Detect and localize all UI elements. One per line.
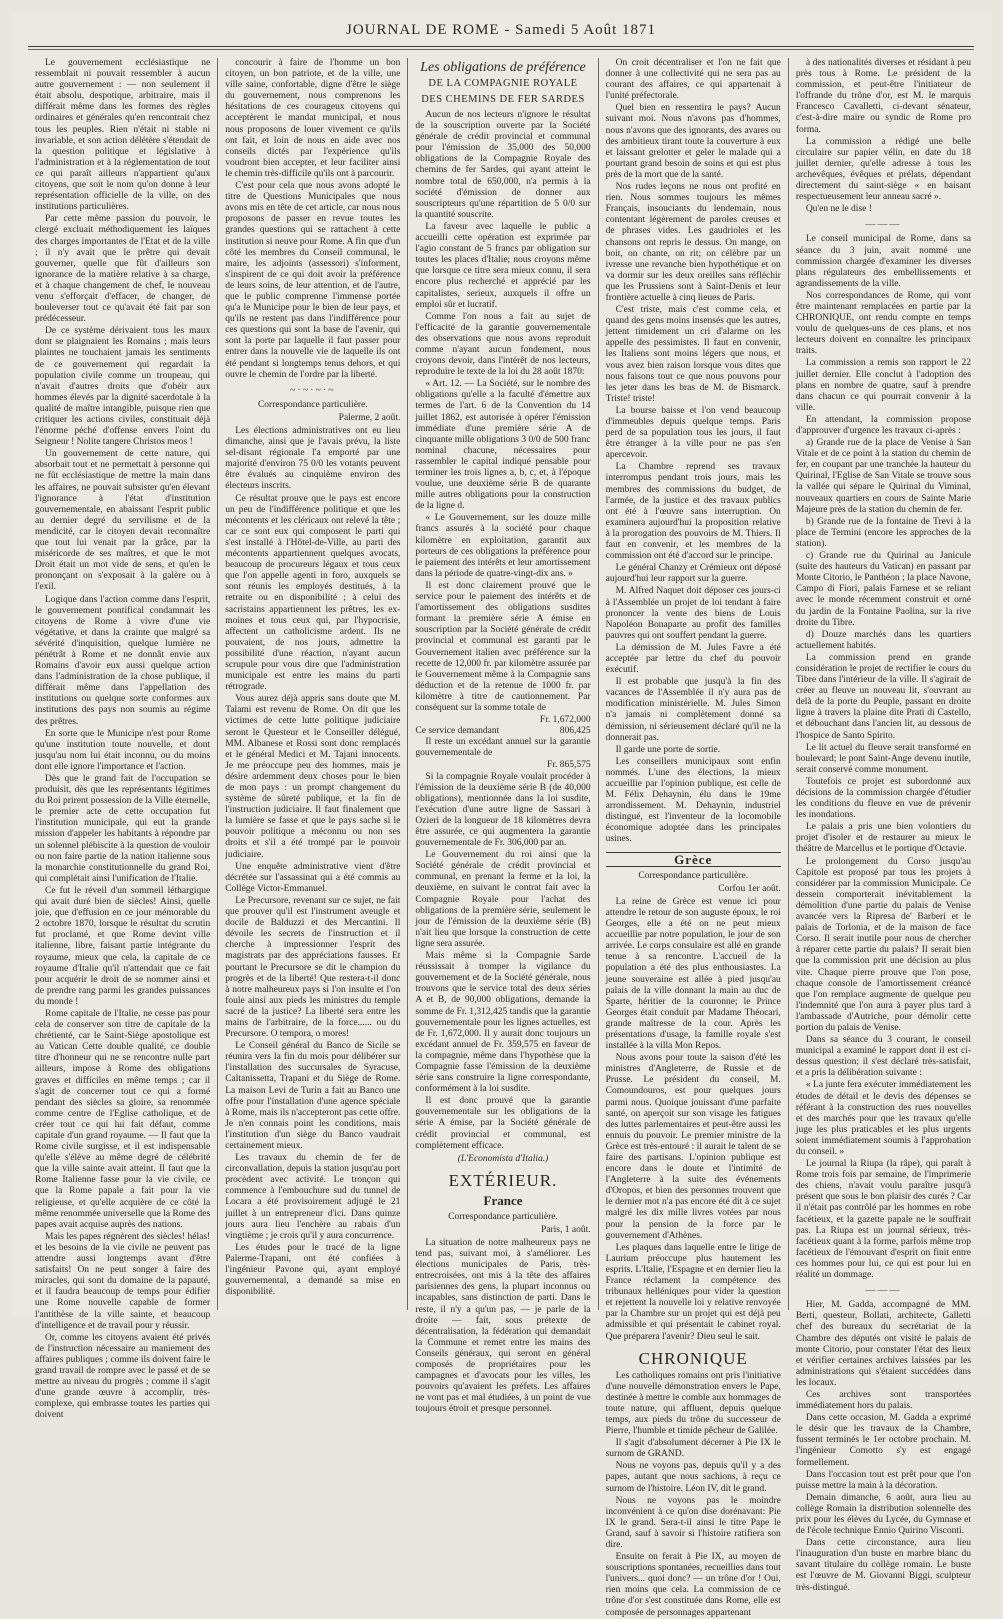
column-3	[408, 58, 598, 1415]
paragraph: b) Grande rue de la fontaine de Trevi à la place de Termini (encore les approches de la station).	[795, 516, 972, 549]
column-5	[789, 58, 978, 1593]
paragraph: c) Grande rue du Quirinal au Janicule (suite des hauteurs du Vatican) en passant par Monte Citorio, le Panthéon ; la place Navone, Campo di Fiori, palais Farnese et se reliant avec le monde récemment construit et orné du jardin de la Fontaine Paolina, sur la rive droite du Tibre.	[795, 551, 972, 628]
paragraph: Dans cette circonstance, aura lieu l'inauguration d'un buste en marbre blanc du savant titulaire du collège romain. Le buste est l'œuvre de M. Giovanni Biggi, sculpteur très-distingué.	[795, 1538, 972, 1593]
paragraph: La bourse baisse et l'on vend beaucoup d'immeubles depuis quelque temps. Paris perd de sa population tous les jours, il faut être étranger à la ville pour ne pas s'en apercevoir.	[605, 405, 781, 461]
paragraph: Logique dans l'action comme dans l'esprit, le gouvernement pontifical condamnait les citoyens de Rome à vivre d'une vie végétative, et dans la crainte que malgré sa sévérité d'inquisition, quelque lumière ne pénétrât à Rome et ne donnât envie aux Romains d'avoir eux aussi quelque action dans l'administration de la chose publique, il différait même dans l'appellation des institutions ou quelque sorte conformes aux institutions des pays non soumis au régime des prêtres.	[35, 594, 211, 727]
paragraph: De ce système dérivaient tous les maux dont se plaignaient les Romains ; mais leurs plaintes ne touchaient jamais les sentiments de ce gouvernement qui regardait la population civile comme un troupeau, qui n'avait d'autres droits que d'obéir aux hommes élevés par la dignité sacerdotale à la qualité de maître intangible, puisque rien que critiquer les actions civiles, constituait déjà l'énorme péché d'offense envers l'oint du Seigneur ! Nolite tangere Christos meos !	[35, 326, 211, 448]
masthead-title: JOURNAL DE ROME - Samedi 5 Août 1871	[345, 22, 657, 38]
paragraph: Comme l'on nous a fait au sujet de l'efficacité de la garantie gouvernementale des observations que nous avons reproduit comme n'ayant aucun fondement, nous croyons devoir, dans l'intérêt de nos lecteurs, reproduire le texte de la loi du 28 août 1870:	[415, 311, 591, 378]
columns	[28, 58, 978, 1618]
dateline: Corfou 1er août.	[718, 883, 781, 894]
paragraph: Si la compagnie Royale voulait procéder à l'émission de la deuxième série B (de 40,000 obligations), mentionnée dans la loi susdite, l'exécution d'une autre ligne de Sassari à Ozieri de la longueur de 18 kilomètres devra être assurée, ce qui augmentera la garantie gouvernementale de Fr. 306,000 par an.	[415, 771, 591, 849]
sum-label: Fr.	[547, 760, 558, 771]
paragraph: Les plaques dans laquelle entre le litige de Laurium préoccupe plus hautement les esprits. L'Italie, l'Espagne et en dernier lieu la France réclament la compétence des tribunaux helléniques pour vider la question et rejettent la nouvelle loi y relative renvoyée par la Chambre sur un projet qui est déjà peu admissible et qui présentait le cabinet royal. Que préparera l'avenir? Dieu seul le sait.	[605, 1242, 781, 1342]
article-title: Les obligations de préférence	[420, 60, 586, 75]
sum-line	[415, 715, 590, 726]
paragraph: Nous ne voyons pas, depuis qu'il y a des papes, autant que nous sachions, à reçu ce surnom de l'histoire. Léon IV, dit le grand.	[605, 1461, 781, 1494]
paragraph: Il reste un excédant annuel sur la garantie gouvernementale de	[415, 737, 591, 759]
sum-label: Fr.	[539, 715, 551, 726]
paragraph: Il est probable que jusqu'à la fin des vacances de l'Assemblée il n'y aura pas de modification ministérielle. M. Jules Simon n'a jamais ni complètement donné sa démission, ni sérieusement déclaré qu'il ne la donnerait pas.	[605, 677, 781, 743]
paragraph: d) Douze marchés dans les quartiers actuellement habités.	[795, 629, 972, 651]
paragraph: Il est donc clairement prouvé que le service pour le paiement des intérêts et de l'amortissement des obligations susdites formant la première série A émise en souscription par la Société générale de crédit provincial et communal est garanti par le Gouvernement italien avec préférence sur la recette de 12,000 fr. par kilomètre assurée par le Gouvernement même à la Compagnie sans déduction et de la retenue de 1000 fr. par kilomètre à titre de cautionnement. Par conséquent sur la somme totale de	[415, 580, 591, 713]
paragraph: La commission a rédigé une belle circulaire sur papier vélin, en date du 18 juillet dernier, qu'elle adresse à tous les archevêques, évêques et prélats, dépendant directement du saint-siège « en baisant respectueusement leur anneau sacré ».	[795, 136, 972, 203]
paragraph: Nos rudes leçons ne nous ont profité en rien. Nous sommes toujours les mêmes Français, insouciants du lendemain, nous contentant légèrement de paroles creuses et de phrases vides. Les gaudrioles et les chansons ont repris le dessus. On mange, on boit, on chante, on rit; on célèbre par un ivresse une revanche bien hypothétique et on va dormir sur les deux oreilles sans réfléchir que les Prussiens sont à Saint-Denis et leur frontière actuelle à cinq lieues de Paris.	[605, 182, 781, 303]
paragraph: La démission de M. Jules Favre a été acceptée par lettre du chef du pouvoir exécutif.	[605, 642, 781, 676]
sum-line	[415, 760, 590, 771]
paragraph: concourir à faire de l'homme un bon citoyen, un bon patriote, et de la ville, une ville saine, confortable, digne d'être le siège du gouvernement, nous comprenons les hésitations de ces courageux citoyens qui acceptèrent le mandat municipal, et nous nous proposons de louer vivement ce qu'ils ont fait, et loin de nous en aide avec nos conseils dictés par l'expérience qu'ils voudront bien accepter, et leur faciliter ainsi le chemin très-difficile qu'ils ont à parcourir.	[225, 58, 401, 179]
paragraph: Aucun de nos lecteurs n'ignore le résultat de la souscription ouverte par la Société générale de crédit provincial et communal pour l'émission de 35,000 des 50,000 obligations de la Compagnie Royale des chemins de fer Sardes, qui ayant atteint le nombre total de 650,000, n'a permis à la société d'émission de donner aux souscripteurs qu'une répartition de 5 0/0 sur la quantité souscrite.	[415, 110, 591, 220]
column-2	[218, 58, 408, 1310]
paragraph: a) Grande rue de la place de Venise à San Vitale et de ce point à la station du chemin de fer, en coupant par une tranchée la hauteur du Quirinal, l'Eglise de San Vitale se trouve sous la vallée qui sépare le Quirinal du Viminal, nouveaux quartiers en cours de Sainte Marie Majeure près de la station du chemin de fer.	[795, 438, 972, 515]
correspondence-label: Correspondance particulière.	[257, 399, 368, 410]
section-title-france: France	[483, 1192, 523, 1208]
ornament-divider: ———	[865, 219, 902, 231]
paragraph: Toutefois ce projet est subordonné aux décisions de la commission chargée d'étudier les conditions du fleuve en vue de prévenir les inondations.	[795, 776, 972, 821]
dateline: Paris, 1 août.	[541, 1224, 591, 1235]
paragraph: La faveur avec laquelle le public a accueilli cette opération est exprimée par l'agio constant de 5 francs par obligation sur toutes les places d'Italie; nous croyons même que lorsque ce titre sera mieux connu, il sera encore plus recherché et apprécié par les capitalistes, serieux, auxquels il offre un emploi sûr et lucratif.	[415, 221, 591, 310]
paragraph: Demain dimanche, 6 août, aura lieu au collège Romain la distribution solennelle des prix pour les élèves du Lycée, du Gymnase et de l'école technique Ennio Quirino Visconti.	[795, 1492, 972, 1537]
masthead-rule-secondary	[28, 49, 974, 50]
paragraph: Une enquête administrative vient d'être décrétée sur l'assassinat qui a été commis au Collège Victor-Emmanuel.	[225, 861, 401, 894]
paragraph: La situation de notre malheureux pays ne tend pas, suivant moi, à s'améliorer. Les élections municipales de Paris, très-entrecroisées, ont mis à la tête des affaires parisiennes des gens, la plupart inconnus ou incapables, sans distinction de parti. Dans le reste, il n'y a qu'un pas, — je parle de la droite — fait, sous prétexte de décentralisation, la fédération qui demandait la Commune et remet entre les mains des Conseils généraux, qui seront en général composés de propriétaires pour les campagnes et d'avocats pour les villes, les pouvoirs qu'avaient les préfets. Les affaires ne vont pas et mal étudiées, à un point de vue toujours étroit et presque personnel.	[415, 1238, 591, 1415]
paragraph: Les conseillers municipaux sont enfin nommés. L'une des élections, la mieux accueillie par l'opinion publique, est celle de M. Félix Dehaynin, élu dans le 19me arrondissement. M. Dehaynin, industriel distingué, est l'inventeur de la locomobile économique adoptée dans les principales usines.	[605, 756, 781, 845]
paragraph: Par cette même passion du pouvoir, le clergé excluait méthodiquement les laïques des charges importantes de l'Etat et de la ville ; il n'y avait que le prêtre qui devait gouverner, quelle que fût d'ailleurs son ignorance de la matière relative à sa charge, et à chaque changement de chef, le nouveau venu s'efforçait d'effacer, de changer, de bouleverser tout ce qu'avait été fait par son prédécesseur.	[35, 214, 211, 325]
paragraph: Mais les papes régnèrent des siècles! hélas! et les besoins de la vie civile ne peuvent pas attendre aussi longtemps avant d'être satisfaits! On ne peut songer à faire des miracles, qui sont du domaine de la papauté, et il faudra beaucoup de temps pour édifier une Rome nouvelle capable de former l'antithèse de la ville sainte, et beaucoup d'intelligence et de travail pour y réussir.	[35, 1231, 211, 1331]
paragraph: Quel bien en ressentira le pays? Aucun suivant moi. Nous n'avons pas d'hommes, nous n'avons que des ignorants, des avares ou des ambitieux tirant toute la couverture à eux et laissant grelotter et geler le malade qui a pourtant grand besoin de soins et qui est plus près de la mort que de la santé.	[605, 103, 781, 180]
paragraph: La Chambre reprend ses travaux interrompus pendant trois jours, mais les membres des commissions du budget, de l'armée, de la justice et des travaux publics ont été à l'œuvre sans interruption. On examinera aujourd'hui la proposition relative à la prorogation des pouvoirs de M. Thiers. Il faut en convenir, et les membres de la commission ont été d'accord sur le principe.	[605, 462, 781, 562]
paragraph: Un gouvernement de cette nature, qui absorbait tout et ne permettait à personne qui ne fût ecclésiastique de mettre la main dans les affaires, ne pouvait subsister qu'en élevant l'ignorance à l'état d'institution gouvernementale, en abaissant l'esprit public au dernier degré du servilisme et de la mendicité, car le citoyen devait reconnaître que tout lui venait par la grâce, par la miséricorde de ses maîtres, et que le mot Droit était un mot vide de sens, et qu'en le prononçant on s'exposait à la galère ou à l'exil.	[35, 449, 211, 593]
paragraph: « Le Gouvernement, sur les douze mille francs assurés à la société pour chaque kilomètre en exploitation, garantit aux porteurs de ces obligations la préférence pour le paiement des intérêts et leur amortissement dans la période de quatre-vingt-dix ans. »	[415, 513, 591, 579]
ornament-divider: ~·~·~·~	[289, 384, 336, 396]
paragraph: Il est donc prouvé que la garantie gouvernementale sur les obligations de la série A émise, par la Société générale de crédit provincial et communal, est complètement efficace.	[415, 1096, 591, 1151]
paragraph: Il garde une porte de sortie.	[615, 744, 721, 755]
paragraph: Le conseil municipal de Rome, dans sa séance du 3 juin, avait nommé une commission chargée d'examiner les diverses plans régulateurs des embellissements et agrandissements de la ville.	[795, 234, 972, 289]
section-title-exterieur: EXTÉRIEUR.	[448, 1170, 558, 1190]
paragraph: Ces archives sont transportées immédiatement hors du palais.	[795, 1389, 972, 1412]
paragraph: « La junte fera exécuter immédiatement les études de détail et le devis des dépenses se référant à la construction des rues nouvelles et des marchés pour que les travaux qu'elle juge les plus praticables et les plus urgents soient immédiatement soumis à l'approbation du conseil. »	[795, 1080, 972, 1157]
paragraph: M. Alfred Naquet doit déposer ces jours-ci à l'Assemblée un projet de loi tendant à faire prononcer la vente des biens de Louis Napoléon Bonaparte au profit des familles pauvres qui ont souffert pendant la guerre.	[605, 586, 781, 641]
correspondence-label: Correspondance particulière.	[638, 870, 749, 881]
column-4	[599, 58, 789, 1618]
paragraph: Or, comme les citoyens avaient été privés de l'instruction nécessaire au maniement des affaires publiques ; comme ils doivent faire le grand travail de rompre avec le passé et de se mettre au niveau du progrès ; comme il s'agit d'une grande œuvre à accomplir, très-complexe, qui embrasse toutes les parties qui doivent	[35, 1332, 211, 1421]
masthead	[10, 22, 992, 56]
paragraph: Vous aurez déjà appris sans doute que M. Talami est revenu de Rome. On dit que les victimes de cette lutte politique judiciaire seront le Questeur et le Conseiller délégué, MM. Albanese et Rossi sont donc remplacés et le général Medici et M. Tajani innocents. Je me préoccupe peu des hommes, mais je désire ardemment deux choses pour le bien de mon pays : un prompt changement du système de sûreté publique, et la fin de l'instruction judiciaire. Il faut finalement que la lumière se fasse et que le pays sache si le pouvoir politique a méconnu ou non ses droits et s'il a été trompé par le pouvoir judiciaire.	[225, 694, 401, 860]
paragraph: Hier, M. Gadda, accompagné de MM. Berti, questeur, Bollati, architecte, Galletti chef des bureaux du secrétariat de la Chambre des députés ont visité le palais de monte Citorio, pour constater l'état des lieux et vérifier certaines archives laissées par les administrations qui s'étaient succédées dans les locaux.	[795, 1300, 972, 1388]
paragraph: Nous avons pour toute la saison d'été les ministres d'Angleterre, de Russie et de Prusse. Le président du conseil, M. Comoundouros, est pour quelques jours parmi nous. Quoique jouissant d'une parfaite santé, on aperçoit sur son visage les fatigues des luttes parlementaires et peut-être aussi les ennuis du pouvoir. Le premier ministre de la Grèce est très-entouré : il aurait le talent de se faire des partisans. L'opinion publique est encore dans le doute et l'intimité de l'Angleterre à la suite des événements d'Oropos, et bien des personnes trouvent que le dernier mot n'a pas encore été dit à ce sujet malgré les dix mille livres votées par nous pour la pension de la force par le gouvernement d'Athènes.	[605, 1053, 781, 1241]
paragraph: Rome capitale de l'Italie, ne cesse pas pour cela de conserver son titre de capitale de la chrétienté, car le Saint-Siège apostolique est au Vatican Cette double qualité, ce double titre d'honneur qui ne se rencontre nulle part ailleurs, impose à Rome des obligations graves et difficiles en même temps ; car il s'agit de concerner tout ce qui a formé pendant des siècles sa gloire, sa renommée comme centre de l'Eglise catholique, et de créer tout ce qui lui fait défaut, comme capitale d'un grand royaume. — Il faut que la Rome civile surgisse, et il est indispensable qu'elle s'élève au même degré de célébrité que la ville sainte avait atteint. Il faut que la Rome Italienne fasse pour la vie civile, ce que la Rome papale a fait pour la vie religieuse, et qu'elle acquière de ce côté la même renommée universelle que la Rome des papes avait acquise auprès des nations.	[35, 1008, 211, 1230]
paragraph: Le Gouvernement du roi ainsi que la Société générale de crédit provincial et communal, en prenant la ferme et la loi, la deuxième, en suivant le contrat fait avec la Compagnie Royale pour l'achat des obligations de la première série, seulement le jour de l'émission de la deuxième série (B) n'ait lieu que lorsque la construction de cette ligne sera assurée.	[415, 850, 591, 949]
paragraph: Mais même si la Compagnie Sarde réussissait à tromper la vigilance du gouvernement et de la Société générale, nous trouvons que le service total des deux séries A et B, de 90,000 obligations, demande la somme de Fr. 1,312,425 tandis que la garantie gouvernementale pour les lignes actuelles, est de Fr. 1,672,000. Il y aurait donc toujours un excédant annuel de Fr. 359,575 en faveur de la compagnie, même dans l'hypothèse que la Compagnie fasse l'émission de la deuxième série sans construire la ligne correspondante, conformément à la loi susdite.	[415, 951, 591, 1095]
paragraph: En sorte que le Municipe n'est pour Rome qu'une institution toute nouvelle, et dont jusqu'au nom lui était inconnu, ou du moins dont elle ignore l'importance et l'action.	[35, 728, 211, 772]
sum-value: 806,425	[559, 726, 591, 737]
paragraph: Le gouvernement ecclésiastique ne ressemblait ni pouvait ressembler à aucun autre gouvernement : — non seulement il était absolu, despotique, arbitraire, mais il différait même dans les formes des règles ordinaires et générales qu'en rencontrait chez tous les peuples. Rien n'était ni stable ni invariable, et son action délétère s'étendait de la question politique et législative à l'administration et à la réglementation de tout ce qui paraît ailleurs n'appartient qu'aux citoyens, que soit le nom qu'on donne à leur représentation officielle de la ville, on des institutions particulières.	[35, 58, 211, 213]
sum-value: 865,575	[559, 760, 591, 771]
paragraph: La reine de Grèce est venue ici pour attendre le retour de son auguste époux, le roi Georges, elle a été on ne peut mieux accueillie par notre population, le jour de son arrivée. Le corps consulaire est allé en grande tenue à sa rencontre. L'accueil de la population a été des plus enthousiastes. La jeune souveraine est allée à pied jusqu'au palais de la ville donnant la main au duc de Sparte, héritier de la couronne; le Prince Georges était conduit par Madame Théocari, grande maîtresse de la cour. Après les présentations d'usage, la famille royale s'est installée à la villa Mon Repos.	[605, 896, 781, 1052]
article-subtitle: DE LA COMPAGNIE ROYALE	[428, 78, 578, 89]
paragraph: Les catholiques romains ont pris l'initiative d'une nouvelle démonstration envers le Pape, destinée à mettre le comble aux hommages de toute nature, qui affluent, depuis quelque temps, aux pieds du trône du successeur de Pierre, l'humble et timide pêcheur de Galilée.	[605, 1370, 781, 1437]
sum-value: 1,672,000	[552, 715, 591, 726]
paragraph: Les travaux du chemin de fer de circonvallation, depuis la station jusqu'au port procèdent avec activité. Le tronçon qui commence à l'embouchure sud du tunnel de Locara a été provisoirement adjugé le 21 juillet à un entrepreneur d'ici. Dans quinze jours aura lieu l'enchère au rabais d'un vingtième ; je crois qu'il y aura concurrence.	[225, 1153, 401, 1241]
article-source: (L'Economista d'Italia.)	[457, 1153, 549, 1164]
paragraph: Dans cette occasion, M. Gadda a exprimé le désir que les travaux de la Chambre, fussent terminés le 1er octobre prochain. M. l'ingénieur Comotto s'y est engagé formellement.	[795, 1413, 972, 1468]
paragraph: Le lit actuel du fleuve serait transformé en boulevard; le pont Saint-Ange devenu inutile, serait conservé comme monument.	[795, 742, 972, 775]
paragraph: Nous ne voyons pas le moindre inconvénient à ce qu'on dise dorénavant: Pie IX le grand. Sera-t-il ainsi le titre Pape le Grand, sauf à savoir si l'histoire ratifiera son dire.	[605, 1495, 781, 1550]
sum-label: Ce service demandant	[415, 726, 500, 737]
paragraph: On croit décentraliser et l'on ne fait que donner à une collectivité qui ne sera pas au courant des affaires, ce qui appartenait à l'unité préfectorale.	[605, 58, 781, 102]
newspaper-page	[10, 14, 992, 1618]
paragraph: Les élections administratives ont eu lieu dimanche, ainsi que je l'avais prévu, la liste sel-disant régionale l'a emporté par une majorité d'environ 75 0/0 les votants peuvent être évalués au cinquième environ des électeurs inscrits.	[225, 426, 401, 492]
paragraph: Le Precursore, revenant sur ce sujet, ne fait que prouver qu'il est l'instrument aveugle et docile de Balduzzi et des Mercantini. Il dévoile les secrets de l'instruction et il cherche à impressionner l'esprit des magistrats par des appréciations fausses. Et pourtant le Precursore se dit le champion du progrès et de la liberté! Que restera-t-il donc à notre malheureux pays si l'on insulte et l'on foule ainsi aux pieds les ministres du temple sacré de la justice? La liberté sera entre les mains de l'arbitraire, de la force...... ou du Precursore. O tempora, o mores!	[225, 895, 401, 1040]
paragraph: La commission prend en grande considération le projet de rectifier le cours du Tibre dans l'intérieur de la ville. Il s'agirait de créer au fleuve un nouveau lit, s'ouvrant au delà de la porte du Peuple, passant en droite ligne à travers la plaine dite Prati di Castello, et débouchant dans l'ancien lit, au dessous de l'hospice de Santo Spirito.	[795, 652, 972, 741]
paragraph: Dans sa séance du 3 courant, le conseil municipal a examiné le rapport dont il est ci-dessus question; il s'est déclaré très-satisfait, et a pris la délibération suivante :	[795, 1035, 972, 1079]
paragraph: C'est triste, mais c'est comme cela, et quand des gens moins insensés que les autres, jettent timidement un cri d'alarme on les appelle des pessimistes. Il faut en convenir, les Italiens sont moins légers que nous, et vous avez bien raison lorsque vous dites que nous faisons tout ce que nous pouvons pour les jeter dans les bras de M. de Bismarck. Triste! triste!	[605, 305, 781, 404]
sum-line	[415, 726, 590, 737]
paragraph: « Art. 12. — La Société, sur le nombre des obligations qu'elle a la faculté d'émettre aux termes de l'art. 6 de la Convention du 14 juillet 1862, est autorisée à opérer l'émission immédiate d'une première série A de cinquante mille obligations 3 0/0 de 500 franc nominal chacune, nécessaires pour rassembler le capital indiqué pensable pour terminer les trois lignes a, b, c, et, à l'époque voulue, une deuxième série B de quarante mille autres obligations pour la construction de la ligne d.	[415, 379, 591, 512]
section-title-grece: Grèce	[606, 852, 781, 867]
paragraph: Il s'agit d'absolument décerner à Pie IX le surnom de GRAND.	[605, 1438, 781, 1460]
paragraph: Ce résultat prouve que le pays est encore un peu de l'indifférence politique et que les mécontents et les cléricaux ont relevé la tête ; car ce sont eux qui composent le parti qui s'est installé à l'Hôtel-de-Ville, au parti des mécontents appartiennent quelques avocats, beaucoup de procureurs légaux et tous ceux que l'on appelle agenti in foro, auxquels se sont réunis les employés destitués, à la retraite ou en disponibilité ; à celui des sacristains appartiennent les prêtres, les ex-moines et tous ceux qui, par l'hypocrisie, affectent un catholicisme ardent. Ils ne pouvaient, de nos jours, admettre la possibilité d'une réaction, n'ayant aucun scrupule pour vous dire que l'administration municipale est entre les mains du parti rétrograde.	[225, 493, 401, 693]
paragraph: C'est pour cela que nous avons adopté le titre de Questions Municipales que nous avons mis en tête de cet article, car nous nous proposons de passer en revue toutes les grandes questions qui se rattachent à cette institution si neuve pour Rome. A fin que d'un côté les membres du Conseil communal, le maire, les adjoints (assessori) s'informent, s'inspirent de ce qui doit avoir la préférence de leurs soins, de leur attention, et de l'autre, que le public comprenne l'immense portée qu'a le Municipe pour le bien de leur pays, et qu'ils ne restent pas dans l'indifférence pour ces questions qui sont la base de l'avenir, qui sont la porte par laquelle il faut passer pour entrer dans la nouvelle vie de laquelle ils ont été pendant si longtemps tenus dehors, et qui ouvre le chemin de l'ordre par la liberté.	[225, 181, 401, 380]
paragraph: Ensuite on ferait à Pie IX, au moyen de souscriptions spontanées, recueillies dans tout l'univers... quoi donc? — un trône d'or ! Oui, rien moins que cela. La commission de ce trône d'or s'est constituée dans Rome, elle est composée de personnages appartenant	[605, 1552, 781, 1618]
paragraph: Ce fut le réveil d'un sommeil léthargique qui avait duré bien de siècles! Ainsi, quelle joie, que d'effusion en ce jour mémorable du 2 octobre 1870, lorsque le résultat du scrutin fut proclamé, et que Rome devint ville italienne, libre, faisant partie intégrante du royaume, mieux que cela, la capitale de ce royaume d'Italie qu'il n'attendait que ce fait pour acquérir le droit de se nommer ainsi et de prendre rang parmi les grandes puissances du monde !	[35, 885, 211, 1007]
paragraph: Le palais a pris une bien volontiers du projet d'isoler et de restaurer au mieux le théâtre de Marcellus et le portique d'Octavie.	[795, 822, 972, 855]
ornament-divider: ———	[865, 1285, 902, 1297]
paragraph: Dans l'occasion tout est prêt pour que l'on puisse mettre la main à la décoration.	[795, 1469, 972, 1491]
paragraph: Le journal la Riupa (la râpe), qui paraît à Rome trois fois par semaine, de l'imprimerie des chiens, n'avait voulu paraître jusqu'à présent que sous le bon plaisir des curés ? Car il n'était pas contrôlé par les hommes en robe facétieux, et la gazette papale ne le souffrait pas. La Riupa est un journal sérieux, très-facétieux quant à la forme, parfois même trop facétieux de l'émouvant d'esprit on finit entre ces hommes pour lui, ce qui est pour lui en réalité un dommage.	[795, 1159, 972, 1281]
masthead-rule	[28, 46, 974, 47]
paragraph: La commission a remis son rapport le 22 juillet dernier. Elle conclut à l'adoption des plans en nombre de quatre, sauf à prendre dans chacun ce qui pourrait convenir à la ville.	[795, 358, 972, 413]
correspondence-label: Correspondance particulière.	[448, 1211, 558, 1222]
paragraph: En attendant, la commission propose d'approuver d'urgence les travaux ci-après :	[795, 414, 972, 436]
article-subtitle: DES CHEMINS DE FER SARDES	[421, 94, 585, 105]
dateline: Palerme, 2 août.	[338, 412, 401, 423]
section-title-chronique: CHRONIQUE	[638, 1348, 748, 1368]
paragraph: Dès que le grand fait de l'occupation se produisit, dès que les représentants légitimes du Roi prirent possession de la Ville éternelle, le premier acte de cette occupation fut l'institution municipale, qui eut la grande mission d'appeler les habitants à répondre par un solennel plébiscite à la question de vouloir ou non faire partie de la nation italienne sous la monarchie constitutionnelle du grand Roi, qui complétait ainsi l'unification de l'Italie.	[35, 774, 211, 884]
paragraph: Qu'en ne le dise !	[805, 204, 872, 215]
paragraph: Nos correspondances de Rome, qui vont être maintenant remplacées en partie par la CHRONIQUE, ont rendu compte en temps voulu de quelques-uns de ces plans, et nos lecteurs doivent en connaître les principaux traits.	[795, 290, 972, 357]
paragraph: Les études pour le tracé de la ligne Palerme-Trapani, ont été confiées à l'ingénieur Pavone qui, ayant employé gouvernemental, a demandé sa mise en disponibilité.	[225, 1242, 401, 1298]
paragraph: à des nationalités diverses et résidant à peu près tous à Rome. Le président de la commission, et peut-être l'initiateur de l'offrande du trône d'or, est M. le marquis Francesco Cavalletti, ci-devant sénateur, c'est-à-dire maire ou syndic de Rome pro forma.	[795, 58, 972, 135]
column-1	[28, 58, 218, 1421]
paragraph: Le prolongement du Corso jusqu'au Capitole est proposé par tous les projets à considérer par la commission Municipale. Ce dessein comporterait inévitablement la démolition d'une partie du palais de Venise avancée vers la Ripresa de' Barberi et le palais de Torlonia, et de la maison de face Corso. Il serait inutile pour nous de chercher à réparer cette partie du palais? Il serait bien que la commission prit une décision au plus vite. Chaque pierre prouve que l'on pose, chaque console de l'amortissement créancé que l'on remplace augmente de quelque peu l'indemnité que l'on aura à payer plus tard à l'ambassade d'Autriche, pour démolir cette portion du palais de Venise.	[795, 856, 972, 1033]
paragraph: Le général Chanzy et Crémieux ont déposé aujourd'hui leur rapport sur la guerre.	[605, 563, 781, 585]
paragraph: Le Conseil général du Banco de Sicile se réunira vers la fin du mois pour délibérer sur l'installation des succursales de Syracuse, Caltanissetta, Trapani et du Siège de Rome. La maison Levi de Turin a fait au Banco une offre pour l'installation d'une agence spéciale à Rome, mais ils n'accepteront pas cette offre. Je n'en connais point les conditions, mais l'institution d'un siège du Banco vaudrait certainement mieux.	[225, 1041, 401, 1151]
